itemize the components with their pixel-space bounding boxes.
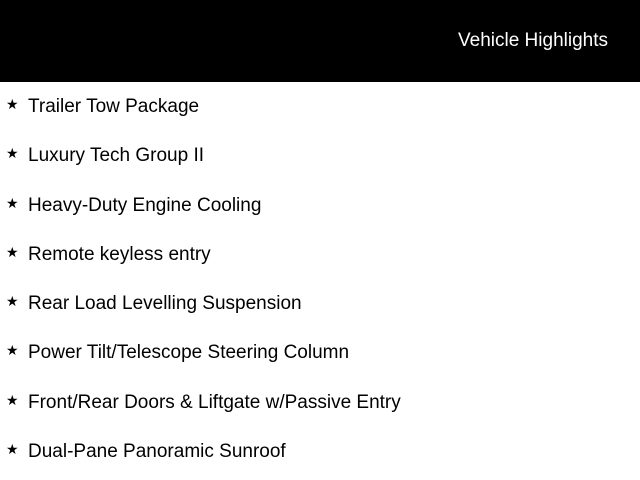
highlight-label: Luxury Tech Group II <box>28 145 205 167</box>
star-icon: ★ <box>6 293 19 310</box>
list-item <box>0 82 640 131</box>
list-item <box>0 378 640 427</box>
star-icon: ★ <box>6 391 19 408</box>
star-icon: ★ <box>6 194 19 211</box>
highlight-label: Dual-Pane Panoramic Sunroof <box>28 441 286 463</box>
list-item <box>0 230 640 279</box>
list-item <box>0 427 640 476</box>
list-item <box>0 328 640 377</box>
highlight-label: Heavy-Duty Engine Cooling <box>28 194 262 216</box>
page-title: Vehicle Highlights <box>458 30 608 51</box>
highlight-label: Power Tilt/Telescope Steering Column <box>28 342 350 364</box>
header-bar <box>0 0 640 82</box>
list-item <box>0 131 640 180</box>
star-icon: ★ <box>6 342 19 359</box>
highlights-list <box>0 82 640 476</box>
list-item <box>0 181 640 230</box>
highlight-label: Trailer Tow Package <box>28 96 200 117</box>
highlight-label: Remote keyless entry <box>28 243 211 265</box>
list-item <box>0 279 640 328</box>
star-icon: ★ <box>6 243 19 260</box>
star-icon: ★ <box>6 145 19 162</box>
star-icon: ★ <box>6 96 19 112</box>
star-icon: ★ <box>6 441 19 458</box>
highlight-label: Rear Load Levelling Suspension <box>28 293 302 315</box>
highlight-label: Front/Rear Doors & Liftgate w/Passive Entry <box>28 391 401 413</box>
